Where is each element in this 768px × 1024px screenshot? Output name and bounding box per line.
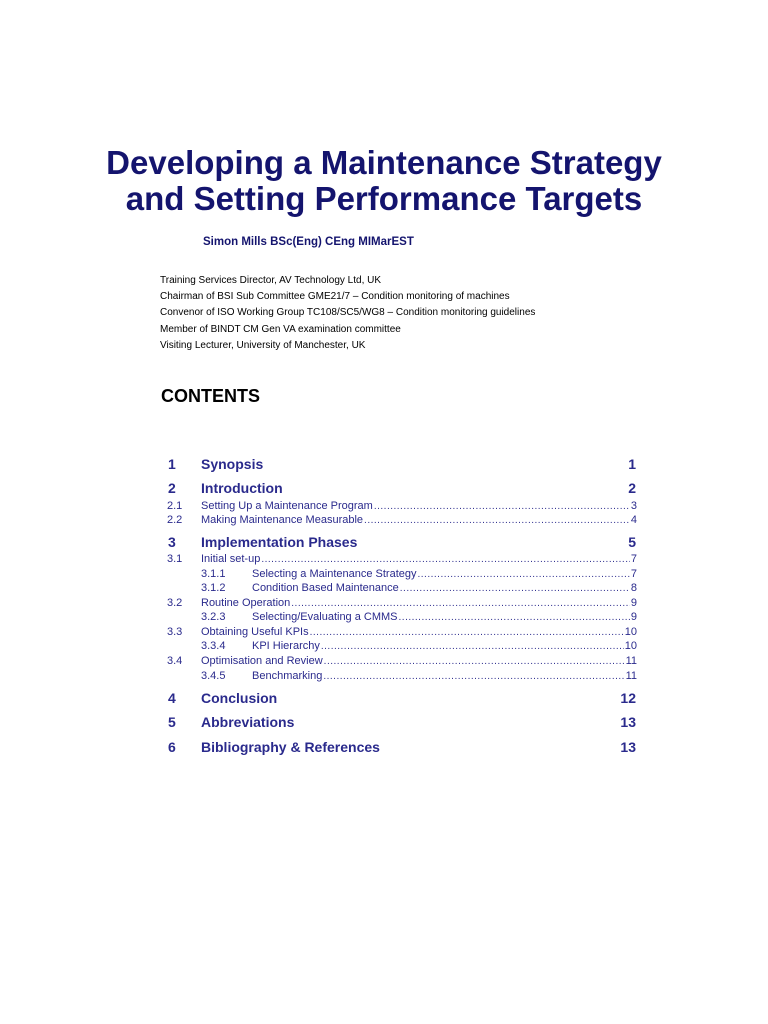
- contents-heading: CONTENTS: [161, 386, 260, 406]
- toc-entry-number: 3: [168, 534, 176, 550]
- toc-entry-label: Selecting/Evaluating a CMMS: [252, 611, 398, 623]
- author-name: Simon Mills BSc(Eng) CEng MIMarEST: [203, 236, 414, 248]
- toc-entry-page: 12: [620, 690, 636, 706]
- toc-entry-page: 5: [628, 534, 636, 550]
- toc-entry-number: 4: [168, 690, 176, 706]
- toc-entry-label: Routine Operation: [201, 597, 291, 609]
- toc-entry-number: 3.4: [167, 655, 183, 667]
- affiliation-line: Convenor of ISO Working Group TC108/SC5/WG8 – Condition monitoring guidelines: [160, 307, 536, 319]
- toc-dot-leader: [261, 554, 630, 565]
- toc-dot-leader: [374, 501, 630, 512]
- toc-entry-page: 2: [628, 480, 636, 496]
- toc-entry-introduction[interactable]: [168, 480, 636, 496]
- toc-entry-number: 3.3: [167, 626, 183, 638]
- toc-entry-initial-set-up[interactable]: [167, 553, 637, 565]
- toc-entry-number: 6: [168, 739, 176, 755]
- document-title-line-1: Developing a Maintenance Strategy: [106, 144, 662, 181]
- toc-dot-leader: [310, 627, 624, 638]
- toc-entry-label: Introduction: [201, 480, 283, 496]
- toc-entry-label: Bibliography & References: [201, 739, 380, 755]
- toc-dot-leader: [321, 641, 624, 652]
- toc-entry-routine-operation[interactable]: [167, 597, 637, 609]
- toc-entry-page: 10: [624, 626, 637, 638]
- toc-entry-number: 2: [168, 480, 176, 496]
- toc-entry-number: 2.2: [167, 514, 183, 526]
- toc-entry-optimisation-and-review[interactable]: [167, 655, 637, 667]
- toc-entry-page: 9: [630, 597, 637, 609]
- toc-entry-label: Initial set-up: [201, 553, 261, 565]
- toc-entry-page: 7: [630, 568, 637, 580]
- toc-entry-obtaining-useful-kpis[interactable]: [167, 626, 637, 638]
- toc-entry-label: Implementation Phases: [201, 534, 358, 550]
- toc-entry-number: 3.4.5: [201, 670, 226, 682]
- toc-entry-page: 13: [620, 714, 636, 730]
- affiliation-line: Visiting Lecturer, University of Manchester, UK: [160, 339, 366, 351]
- toc-entry-number: 2.1: [167, 500, 183, 512]
- toc-entry-number: 3.3.4: [201, 640, 226, 652]
- toc-entry-number: 3.1.1: [201, 568, 226, 580]
- toc-entry-label: Selecting a Maintenance Strategy: [252, 568, 417, 580]
- toc-entry-label: Abbreviations: [201, 714, 295, 730]
- toc-entry-label: Optimisation and Review: [201, 655, 323, 667]
- toc-dot-leader: [418, 569, 630, 580]
- toc-entry-page: 7: [630, 553, 637, 565]
- toc-entry-setting-up-maintenance-program[interactable]: [167, 500, 637, 512]
- toc-entry-making-maintenance-measurable[interactable]: [167, 514, 637, 526]
- toc-entry-kpi-hierarchy[interactable]: [201, 640, 637, 652]
- toc-entry-label: Condition Based Maintenance: [252, 582, 399, 594]
- affiliation-line: Training Services Director, AV Technology Ltd, UK: [160, 275, 382, 286]
- toc-entry-benchmarking[interactable]: [201, 670, 637, 682]
- affiliation-line: Chairman of BSI Sub Committee GME21/7 – Condition monitoring of machines: [160, 291, 510, 303]
- toc-entry-number: 3.1.2: [201, 582, 226, 594]
- toc-entry-implementation-phases[interactable]: [168, 534, 636, 550]
- toc-entry-bibliography-references[interactable]: [168, 739, 636, 755]
- toc-entry-label: Synopsis: [201, 456, 264, 472]
- toc-entry-label: KPI Hierarchy: [252, 640, 320, 652]
- toc-entry-page: 1: [628, 456, 636, 472]
- toc-entry-conclusion[interactable]: [168, 690, 636, 706]
- toc-entry-synopsis[interactable]: [168, 456, 636, 472]
- toc-entry-condition-based-maintenance[interactable]: [201, 582, 637, 594]
- toc-entry-label: Making Maintenance Measurable: [201, 514, 364, 526]
- toc-dot-leader: [291, 598, 630, 609]
- toc-entry-abbreviations[interactable]: [168, 714, 636, 730]
- toc-entry-label: Obtaining Useful KPIs: [201, 626, 309, 638]
- toc-entry-page: 13: [620, 739, 636, 755]
- toc-entry-page: 11: [625, 670, 637, 682]
- toc-entry-page: 11: [625, 655, 637, 667]
- toc-entry-number: 3.2.3: [201, 611, 226, 623]
- toc-dot-leader: [400, 583, 630, 594]
- toc-entry-page: 4: [630, 514, 637, 526]
- toc-entry-label: Setting Up a Maintenance Program: [201, 500, 373, 512]
- toc-entry-page: 3: [630, 500, 637, 512]
- document-title-line-2: and Setting Performance Targets: [125, 180, 643, 217]
- toc-entry-selecting-maintenance-strategy[interactable]: [201, 568, 637, 580]
- toc-entry-page: 8: [630, 582, 637, 594]
- toc-dot-leader: [324, 656, 625, 667]
- toc-entry-number: 3.1: [167, 553, 183, 565]
- toc-entry-label: Benchmarking: [252, 670, 323, 682]
- toc-entry-selecting-evaluating-cmms[interactable]: [201, 611, 637, 623]
- toc-entry-page: 9: [630, 611, 637, 623]
- affiliation-line: Member of BINDT CM Gen VA examination committee: [160, 323, 401, 335]
- toc-entry-page: 10: [624, 640, 637, 652]
- toc-dot-leader: [364, 515, 630, 526]
- toc-dot-leader: [399, 612, 630, 623]
- toc-entry-number: 3.2: [167, 597, 183, 609]
- toc-entry-number: 1: [168, 456, 176, 472]
- toc-dot-leader: [323, 671, 624, 682]
- toc-entry-label: Conclusion: [201, 690, 278, 706]
- toc-entry-number: 5: [168, 714, 176, 730]
